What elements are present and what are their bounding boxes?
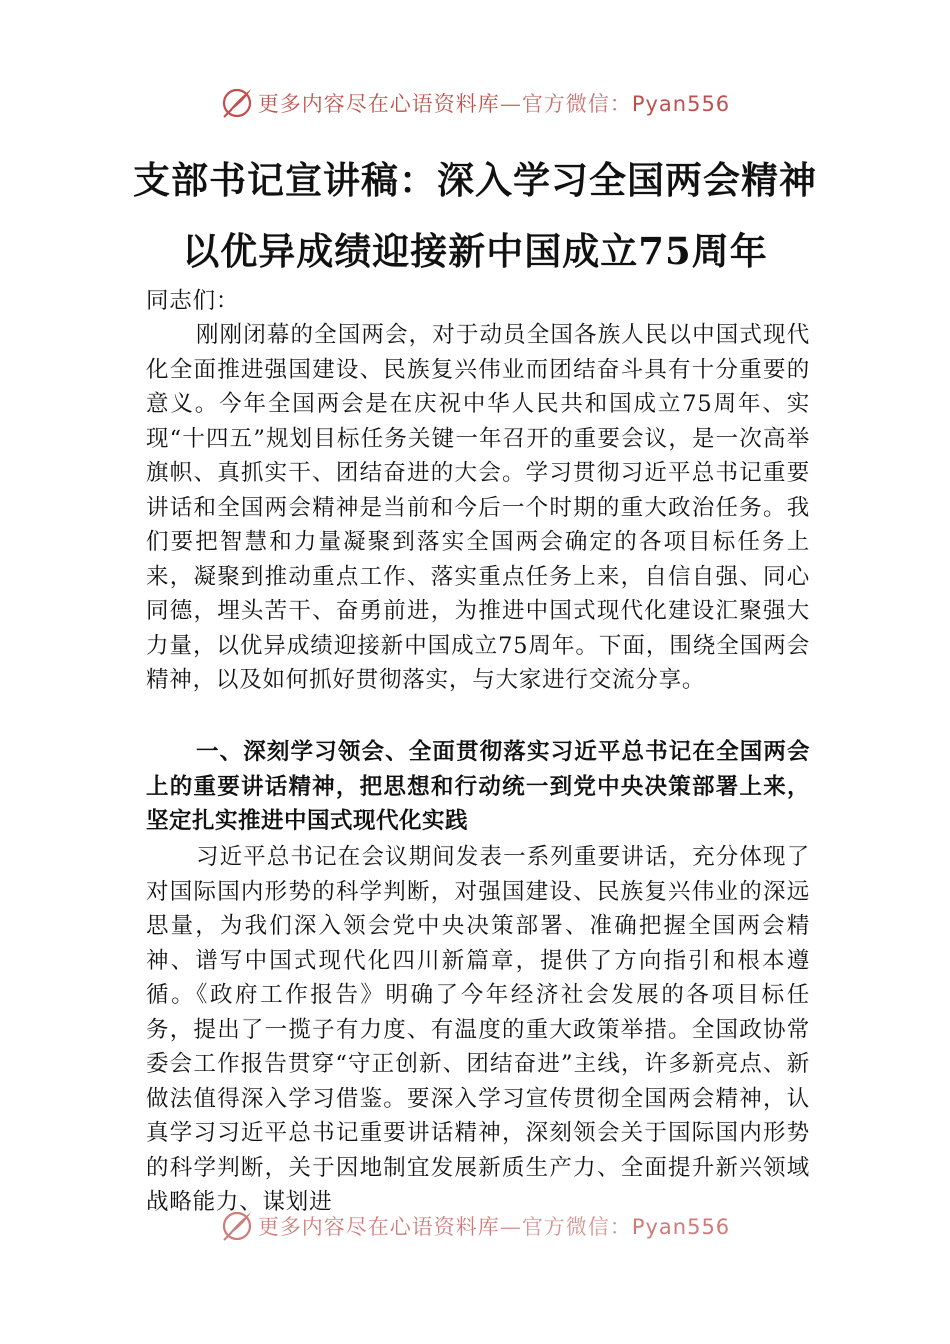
footer-watermark-separator: — xyxy=(499,1215,522,1239)
footer-watermark-official-label: 官方微信： xyxy=(521,1215,632,1239)
footer-watermark-site-name: 更多内容尽在心语资料库 xyxy=(257,1215,500,1239)
footer-watermark xyxy=(0,1209,950,1243)
header-watermark xyxy=(0,86,950,120)
document-title-line-1: 支部书记宣讲稿：深入学习全国两会精神 xyxy=(133,158,817,202)
watermark-site-name: 更多内容尽在心语资料库 xyxy=(257,92,500,116)
document-title-line-2: 以优异成绩迎接新中国成立75周年 xyxy=(182,229,768,273)
salutation: 同志们： xyxy=(146,288,240,314)
watermark-official-label: 官方微信： xyxy=(521,92,632,116)
paragraph-2: 习近平总书记在会议期间发表一系列重要讲话，充分体现了对国际国内形势的科学判断，对强国建设、民族复兴伟业的深远思量，为我们深入领会党中央决策部署、准确把握全国两会精神、谱写中国式现代化四川新篇章，提供了方向指引和根本遵循。《政府工作报告》明确了今年经济社会发展的各项目标任务，提出了一揽子有力度、有温度的重大政策举措。全国政协常委会工作报告贯穿“守正创新、团结奋进”主线，许多新亮点、新做法值得深入学习借鉴。要深入学习宣传贯彻全国两会精神，认真学习习近平总书记重要讲话精神，深刻领会关于国际国内形势的科学判断，关于因地制宜发展新质生产力、全面提升新兴领域战略能力、谋划进 xyxy=(146,844,810,1215)
watermark-wechat-id: Pyan556 xyxy=(631,92,731,116)
quill-logo-icon xyxy=(220,86,254,120)
quill-logo-icon xyxy=(220,1209,254,1243)
paragraph-1: 刚刚闭幕的全国两会，对于动员全国各族人民以中国式现代化全面推进强国建设、民族复兴伟业而团结奋斗具有十分重要的意义。今年全国两会是在庆祝中华人民共和国成立75周年、实现“十四五”规划目标任务关键一年召开的重要会议，是一次高举旗帜、真抓实干、团结奋进的大会。学习贯彻习近平总书记重要讲话和全国两会精神是当前和今后一个时期的重大政治任务。我们要把智慧和力量凝聚到落实全国两会确定的各项目标任务上来，凝聚到推动重点工作、落实重点任务上来，自信自强、同心同德，埋头苦干、奋勇前进，为推进中国式现代化建设汇聚强大力量，以优异成绩迎接新中国成立75周年。下面，围绕全国两会精神，以及如何抓好贯彻落实，与大家进行交流分享。 xyxy=(146,322,810,693)
section-heading-1: 一、深刻学习领会、全面贯彻落实习近平总书记在全国两会上的重要讲话精神，把思想和行动统一到党中央决策部署上来，坚定扎实推进中国式现代化实践 xyxy=(146,739,810,834)
watermark-separator: — xyxy=(499,92,522,116)
footer-watermark-wechat-id: Pyan556 xyxy=(631,1215,731,1239)
